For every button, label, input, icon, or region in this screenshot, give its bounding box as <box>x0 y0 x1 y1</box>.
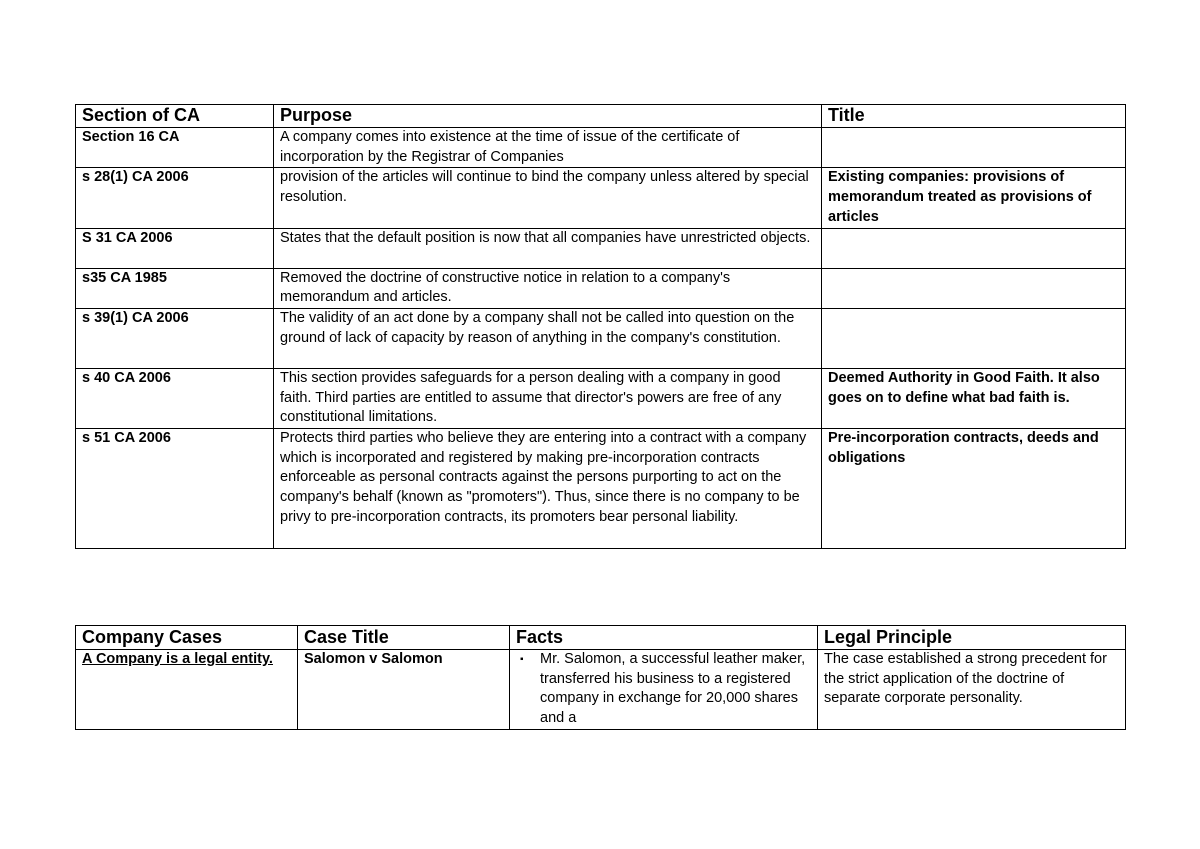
facts-text: Mr. Salomon, a successful leather maker, transferred his business to a registered company in exchange for 20,000 shares and a <box>540 651 806 727</box>
table-row <box>76 168 1126 228</box>
title-cell <box>822 268 1126 308</box>
facts-cell <box>510 650 818 730</box>
header-title: Title <box>822 105 1126 128</box>
statutes-table <box>75 104 1126 549</box>
table-row <box>76 429 1126 549</box>
purpose-cell: A company comes into existence at the time of issue of the certificate of incorporation by the Registrar of Companies <box>274 128 822 168</box>
header-section-of-ca: Section of CA <box>76 105 274 128</box>
table-row <box>76 128 1126 168</box>
statutes-header-row <box>76 105 1126 128</box>
table-row <box>76 268 1126 308</box>
purpose-cell: States that the default position is now that all companies have unrestricted objects. <box>274 228 822 268</box>
purpose-cell: provision of the articles will continue to bind the company unless altered by special resolution. <box>274 168 822 228</box>
legal-principle-cell: The case established a strong precedent for the strict application of the doctrine of separate corporate personality. <box>818 650 1126 730</box>
section-cell: s 40 CA 2006 <box>76 368 274 428</box>
cases-table <box>75 625 1126 730</box>
purpose-cell: The validity of an act done by a company shall not be called into question on the ground of lack of capacity by reason of anything in the company's constitution. <box>274 308 822 368</box>
header-legal-principle: Legal Principle <box>818 626 1126 650</box>
header-case-title: Case Title <box>298 626 510 650</box>
table-row <box>76 228 1126 268</box>
purpose-cell: Removed the doctrine of constructive notice in relation to a company's memorandum and articles. <box>274 268 822 308</box>
table-row <box>76 650 1126 730</box>
cases-header-row <box>76 626 1126 650</box>
header-facts: Facts <box>510 626 818 650</box>
square-bullet-icon: ▪ <box>520 654 524 665</box>
section-cell: s35 CA 1985 <box>76 268 274 308</box>
table-row <box>76 368 1126 428</box>
company-case-cell <box>76 650 298 730</box>
case-title-cell: Salomon v Salomon <box>298 650 510 730</box>
title-cell: Existing companies: provisions of memorandum treated as provisions of articles <box>822 168 1126 228</box>
title-cell <box>822 308 1126 368</box>
title-cell <box>822 128 1126 168</box>
table-row <box>76 308 1126 368</box>
section-cell: S 31 CA 2006 <box>76 228 274 268</box>
header-company-cases: Company Cases <box>76 626 298 650</box>
title-cell: Deemed Authority in Good Faith. It also goes on to define what bad faith is. <box>822 368 1126 428</box>
section-cell: Section 16 CA <box>76 128 274 168</box>
purpose-cell: Protects third parties who believe they are entering into a contract with a company which is incorporated and registered by making pre-incorporation contracts enforceable as personal contracts against the persons purporting to act on the company's behalf (known as "promoters"). Thus, since there is no company to be privy to pre-incorporation contracts, its promoters bear personal liability. <box>274 429 822 549</box>
title-cell <box>822 228 1126 268</box>
title-cell: Pre-incorporation contracts, deeds and obligations <box>822 429 1126 549</box>
section-cell: s 28(1) CA 2006 <box>76 168 274 228</box>
section-cell: s 51 CA 2006 <box>76 429 274 549</box>
section-cell: s 39(1) CA 2006 <box>76 308 274 368</box>
company-case-heading: A Company is a legal entity. <box>82 651 273 667</box>
purpose-cell: This section provides safeguards for a person dealing with a company in good faith. Third parties are entitled to assume that director's powers are free of any constitutional limitations. <box>274 368 822 428</box>
header-purpose: Purpose <box>274 105 822 128</box>
